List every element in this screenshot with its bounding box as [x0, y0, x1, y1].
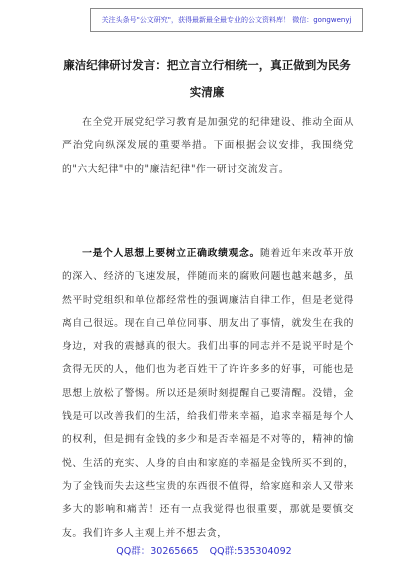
section-one-text: 随着近年来改革开放的深入、经济的飞速发展，伴随而来的腐败问题也越来越多，虽然平时党组织和单位都经常性的强调廉洁自律工作，但是老觉得离自己很远。现在自己单位同事、朋友出了事情，就发生在我的身边，对我的震撼真的很大。我们出事的同志并不是说平时是个贪得无厌的人，他们也为老百姓干了许许多多的好事，可能也是思想上放松了警惕。所以还是须时刻提醒自己要清醒。没错，金钱是可以改善我们的生活，给我们带来幸福，追求幸福是每个人的权利，但是拥有金钱的多少和是否幸福是不对等的，精神的愉悦、生活的充实、人身的自由和家庭的幸福是金钱所买不到的，为了金钱而失去这些宝贵的东西很不值得，给家庭和亲人又带来多大的影响和痛苦！还有一点我觉得也很重要，那就是要慎交友。我们许多人主观上并不想去贪，	[62, 248, 354, 539]
section-one-heading: 一是个人思想上要树立正确政绩观念。	[82, 248, 260, 259]
footer-qq-group-2: QQ群:535304092	[209, 546, 292, 557]
footer-qq-group-1: QQ群：30265665	[116, 546, 199, 557]
footer-contact	[0, 545, 408, 559]
title-line-2: 实清廉	[189, 85, 225, 99]
intro-paragraph	[62, 111, 354, 181]
section-one-paragraph	[62, 242, 354, 545]
title-line-1: 廉洁纪律研讨发言：把立言立行相统一，真正做到为民务	[63, 58, 351, 72]
intro-paragraph-text: 在全党开展党纪学习教育是加强党的纪律建设、推动全面从严治党向纵深发展的重要举措。下面根据会议安排，我围绕党的"六大纪律"中的"廉洁纪律"作一研讨交流发言。	[62, 117, 354, 175]
document-title	[58, 52, 356, 106]
header-banner: 关注头条号"公文研究"，获得最新最全最专业的公文资料库！ 微信：gongwenyj	[90, 8, 363, 32]
